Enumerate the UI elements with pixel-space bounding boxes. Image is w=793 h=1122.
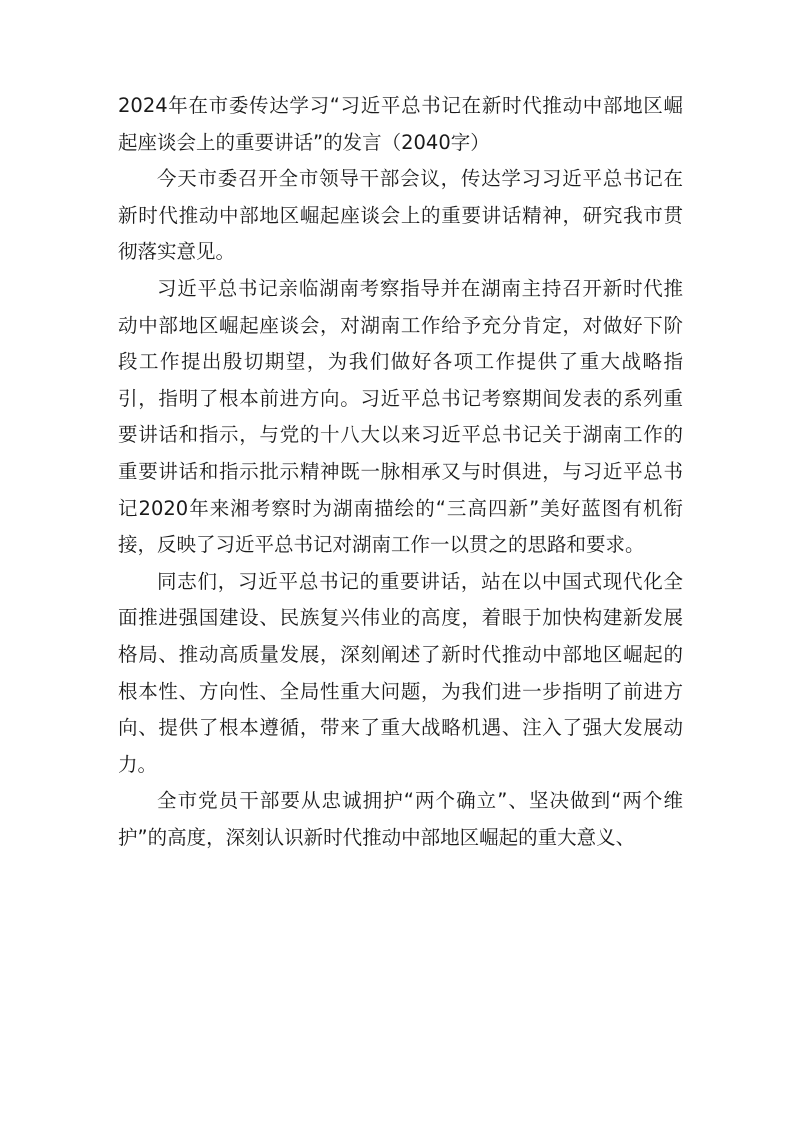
paragraph-1: 今天市委召开全市领导干部会议，传达学习习近平总书记在新时代推动中部地区崛起座谈会上的重要讲话精神，研究我市贯彻落实意见。 bbox=[118, 167, 683, 264]
paragraph-2: 习近平总书记亲临湖南考察指导并在湖南主持召开新时代推动中部地区崛起座谈会，对湖南工作给予充分肯定，对做好下阶段工作提出殷切期望，为我们做好各项工作提供了重大战略指引，指明了根本前进方向。习近平总书记考察期间发表的系列重要讲话和指示，与党的十八大以来习近平总书记关于湖南工作的重要讲话和指示批示精神既一脉相承又与时俱进，与习近平总书记2020年来湘考察时为湖南描绘的“三高四新”美好蓝图有机衔接，反映了习近平总书记对湖南工作一以贯之的思路和要求。 bbox=[118, 276, 683, 557]
paragraph-3: 同志们，习近平总书记的重要讲话，站在以中国式现代化全面推进强国建设、民族复兴伟业的高度，着眼于加快构建新发展格局、推动高质量发展，深刻阐述了新时代推动中部地区崛起的根本性、方向性、全局性重大问题，为我们进一步指明了前进方向、提供了根本遵循，带来了重大战略机遇、注入了强大发展动力。 bbox=[118, 569, 683, 776]
paragraph-4: 全市党员干部要从忠诚拥护“两个确立”、坚决做到“两个维护”的高度，深刻认识新时代推动中部地区崛起的重大意义、 bbox=[118, 789, 683, 849]
document-title: 2024年在市委传达学习“习近平总书记在新时代推动中部地区崛起座谈会上的重要讲话”的发言（2040字） bbox=[118, 94, 683, 154]
document-page bbox=[118, 88, 683, 856]
